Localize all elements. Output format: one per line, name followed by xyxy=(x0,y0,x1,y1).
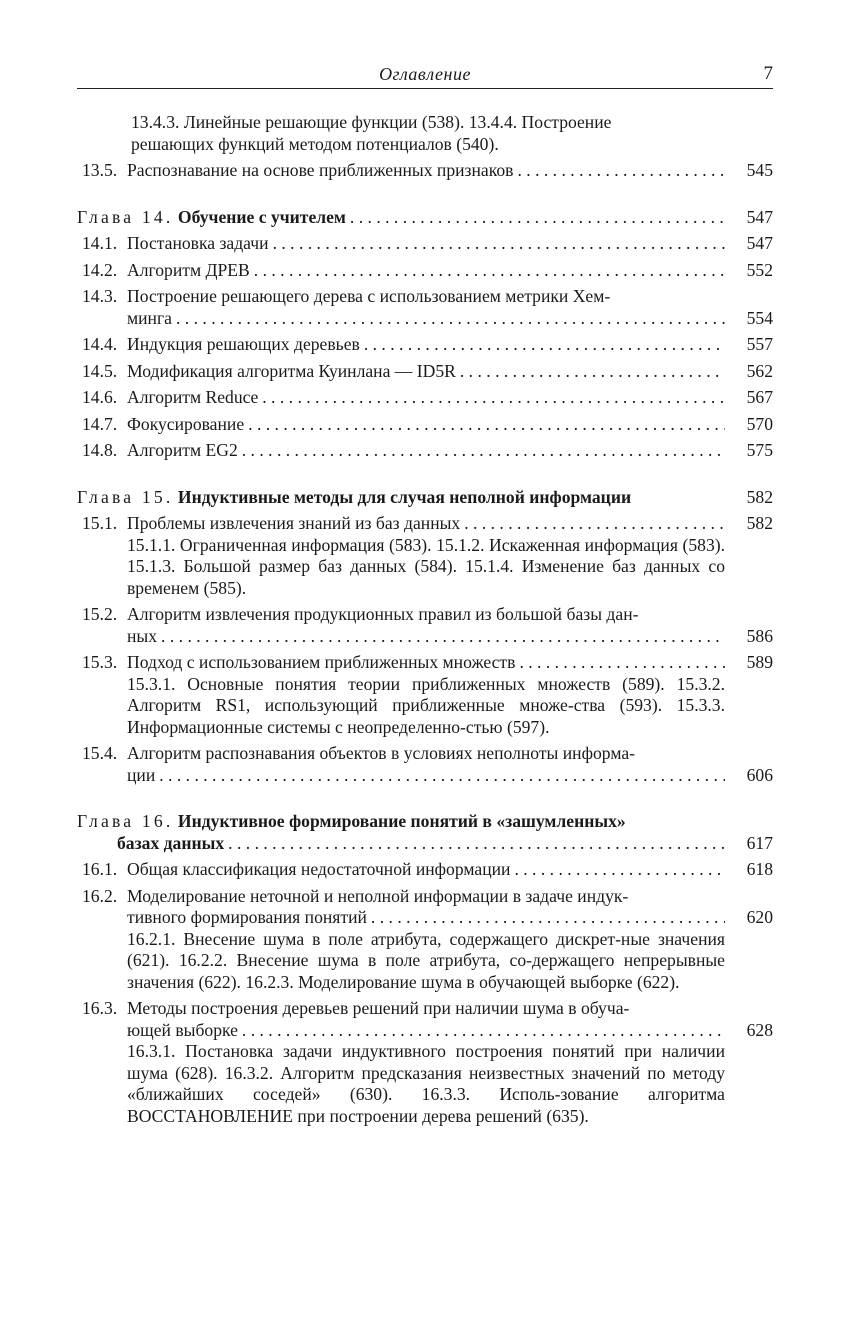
entry-title: Модификация алгоритма Куинлана — ID5R xyxy=(127,360,456,381)
entry-number: 14.7. xyxy=(82,413,118,434)
leader-dots xyxy=(514,859,725,881)
chapter-title: Индуктивные методы для случая неполной информации xyxy=(177,486,632,507)
entry-title-line-1: Алгоритм распознавания объектов в условиях неполноты информа- xyxy=(127,743,636,763)
toc-continuation xyxy=(77,112,773,155)
toc-entry-14-8[interactable] xyxy=(77,440,773,462)
chapter-label: Глава 15. xyxy=(77,486,174,507)
toc-chapter-14[interactable] xyxy=(77,207,773,229)
entry-title: Подход с использованием приближенных множеств xyxy=(127,652,516,672)
entry-page: 552 xyxy=(746,259,773,280)
entry-title-line-2: ных xyxy=(127,625,158,646)
leader-dots xyxy=(159,765,725,787)
entry-page: 620 xyxy=(746,907,773,927)
leader-dots xyxy=(262,387,725,409)
entry-number: 14.6. xyxy=(82,387,118,407)
header-title: Оглавление xyxy=(379,64,471,84)
toc-entry-15-2[interactable] xyxy=(77,604,773,647)
toc-chapter-15[interactable] xyxy=(77,487,773,509)
leader-dots xyxy=(273,233,725,255)
toc-entry-14-7[interactable] xyxy=(77,414,773,436)
subsections: 16.3.1. Постановка задачи индуктивного построения понятий при наличии шума (628). 16.3.2. Алгоритм предсказания неизвестных значений по методу «ближайших соседей» (630). 16.3.3. Исполь-зование алгоритма ВОССТАНОВЛЕНИЕ при построении дерева решений (635). xyxy=(127,1041,725,1126)
entry-page: 562 xyxy=(746,360,773,381)
entry-page: 582 xyxy=(746,513,773,533)
leader-dots xyxy=(228,833,725,855)
page-number: 7 xyxy=(763,63,773,84)
entry-title: Алгоритм Reduce xyxy=(127,387,259,407)
entry-title: Общая классификация недостаточной информации xyxy=(127,859,511,879)
toc-entry-16-2[interactable] xyxy=(77,886,773,994)
chapter-title-line-2: базах данных xyxy=(117,832,225,853)
entry-title-line-1: Построение решающего дерева с использованием метрики Хем- xyxy=(127,286,611,306)
subsections: 15.3.1. Основные понятия теории приближенных множеств (589). 15.3.2. Алгоритм RS1, использующий приближенные множе-ства (593). 15.3.3. Информационные системы с неопределенно-стью (597). xyxy=(127,673,725,737)
toc-entry-16-1[interactable] xyxy=(77,859,773,881)
entry-title: Алгоритм EG2 xyxy=(127,440,238,460)
leader-dots xyxy=(519,652,725,674)
entry-number: 14.5. xyxy=(82,360,118,381)
entry-title: Проблемы извлечения знаний из баз данных xyxy=(127,513,461,533)
chapter-page: 617 xyxy=(746,832,773,853)
leader-dots xyxy=(161,626,725,648)
entry-page: 554 xyxy=(746,307,773,328)
entry-title-line-2: минга xyxy=(127,307,172,328)
entry-number: 14.3. xyxy=(82,286,118,306)
leader-dots xyxy=(371,907,725,929)
entry-number: 14.2. xyxy=(82,259,118,280)
toc-entry-14-1[interactable] xyxy=(77,233,773,255)
toc-list xyxy=(77,112,773,1132)
toc-entry-14-2[interactable] xyxy=(77,260,773,282)
entry-number: 15.2. xyxy=(82,604,118,624)
leader-dots xyxy=(176,308,725,330)
entry-page: 628 xyxy=(746,1019,773,1040)
entry-number: 15.4. xyxy=(82,743,118,763)
entry-title-line-2: тивного формирования понятий xyxy=(127,907,367,927)
chapter-page: 547 xyxy=(746,206,773,227)
toc-entry-14-3[interactable] xyxy=(77,286,773,329)
entry-title-line-2: ции xyxy=(127,764,156,785)
entry-title: Алгоритм ДРЕВ xyxy=(127,259,250,280)
entry-number: 15.1. xyxy=(82,513,118,533)
entry-number: 14.8. xyxy=(82,440,118,460)
entry-title-line-1: Алгоритм извлечения продукционных правил из большой базы дан- xyxy=(127,604,639,624)
entry-page: 575 xyxy=(746,440,773,460)
continuation-line-2: решающих функций методом потенциалов (540). xyxy=(131,133,499,154)
entry-page: 589 xyxy=(746,652,773,672)
entry-page: 545 xyxy=(746,160,773,180)
chapter-title-line-1: Индуктивное формирование понятий в «зашумленных» xyxy=(177,811,626,831)
entry-title-line-1: Моделирование неточной и неполной информации в задаче индук- xyxy=(127,885,629,906)
chapter-title: Обучение с учителем xyxy=(177,206,346,227)
leader-dots xyxy=(242,1020,725,1042)
entry-number: 13.5. xyxy=(82,160,118,180)
toc-entry-13-5[interactable] xyxy=(77,160,773,182)
entry-page: 606 xyxy=(746,764,773,785)
entry-page: 570 xyxy=(746,413,773,434)
subsections: 15.1.1. Ограниченная информация (583). 15.1.2. Искаженная информация (583). 15.1.3. Большой размер баз данных (584). 15.1.4. Изменение баз данных со временем (585). xyxy=(127,534,725,598)
toc-entry-16-3[interactable] xyxy=(77,998,773,1127)
leader-dots xyxy=(350,207,725,229)
entry-title: Фокусирование xyxy=(127,413,245,434)
leader-dots xyxy=(464,513,725,535)
entry-title-line-2: ющей выборке xyxy=(127,1019,238,1040)
toc-chapter-16[interactable] xyxy=(77,811,773,854)
leader-dots xyxy=(460,361,725,383)
toc-entry-15-3[interactable] xyxy=(77,652,773,738)
running-header xyxy=(77,62,773,89)
leader-dots xyxy=(364,334,725,356)
subsections: 16.2.1. Внесение шума в поле атрибута, содержащего дискрет-ные значения (621). 16.2.2. Внесение шума в поле атрибута, со-держащего непрерывные значения (622). 16.2.3. Моделирование шума в обучающей выборке (622). xyxy=(127,928,725,992)
entry-title-line-1: Методы построения деревьев решений при наличии шума в обуча- xyxy=(127,998,630,1018)
entry-number: 16.2. xyxy=(82,885,118,906)
entry-page: 567 xyxy=(746,387,773,407)
entry-number: 14.1. xyxy=(82,233,118,253)
entry-title: Индукция решающих деревьев xyxy=(127,334,360,354)
entry-title: Постановка задачи xyxy=(127,233,269,253)
entry-page: 547 xyxy=(746,233,773,253)
entry-page: 618 xyxy=(746,859,773,879)
chapter-label: Глава 14. xyxy=(77,206,174,227)
chapter-label: Глава 16. xyxy=(77,811,174,831)
toc-entry-14-6[interactable] xyxy=(77,387,773,409)
chapter-page: 582 xyxy=(746,486,773,507)
entry-page: 557 xyxy=(746,334,773,354)
toc-entry-14-4[interactable] xyxy=(77,334,773,356)
entry-number: 15.3. xyxy=(82,652,118,672)
leader-dots xyxy=(517,160,725,182)
toc-entry-15-1[interactable] xyxy=(77,513,773,599)
toc-entry-14-5[interactable] xyxy=(77,361,773,383)
entry-number: 16.3. xyxy=(82,998,118,1018)
leader-dots xyxy=(248,414,725,436)
entry-page: 586 xyxy=(746,625,773,646)
leader-dots xyxy=(254,260,725,282)
toc-entry-15-4[interactable] xyxy=(77,743,773,786)
leader-dots xyxy=(242,440,725,462)
entry-title: Распознавание на основе приближенных признаков xyxy=(127,160,514,180)
entry-number: 16.1. xyxy=(82,859,118,879)
entry-number: 14.4. xyxy=(82,334,118,354)
continuation-line-1: 13.4.3. Линейные решающие функции (538). 13.4.4. Построение xyxy=(131,112,612,132)
